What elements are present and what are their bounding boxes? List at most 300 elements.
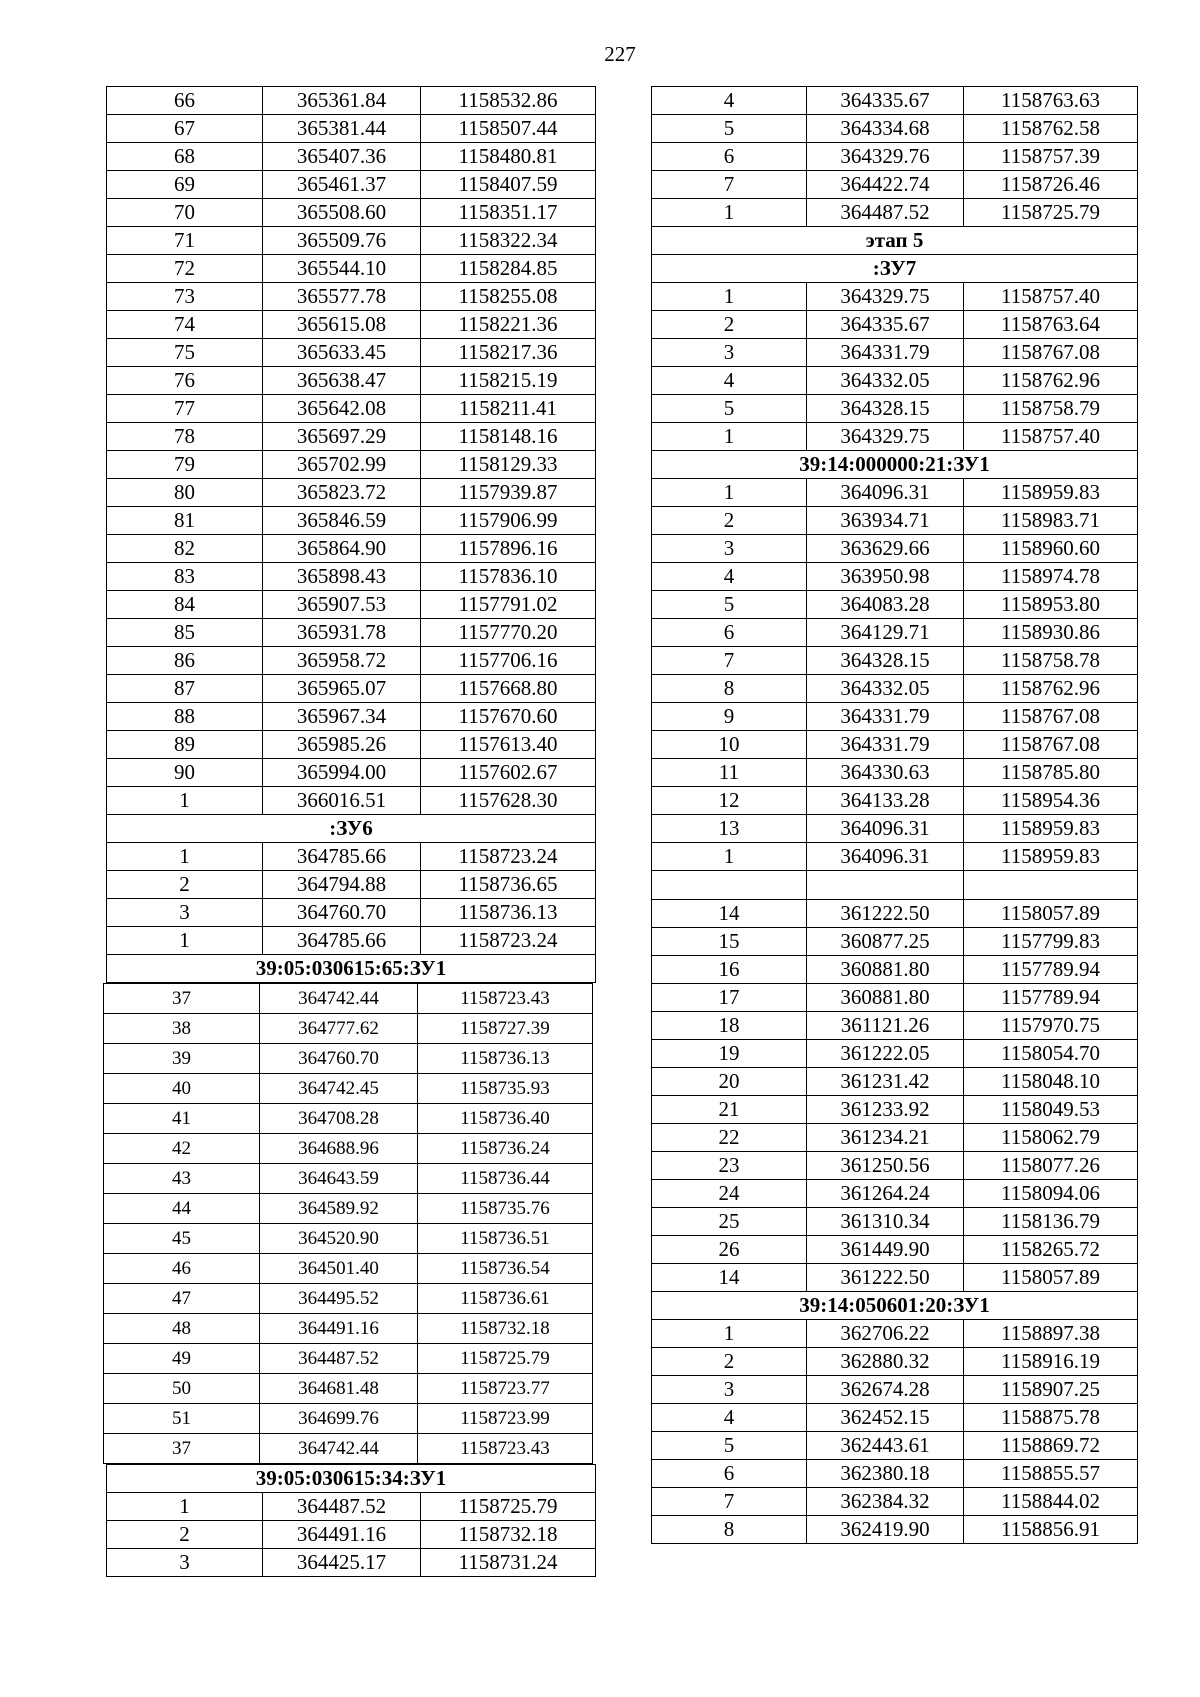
point-number-cell: 3 [107,899,263,927]
x-coordinate-cell: 365509.76 [262,227,420,255]
y-coordinate-cell: 1158959.83 [964,479,1138,507]
y-coordinate-cell: 1158062.79 [964,1124,1138,1152]
x-coordinate-cell: 364328.15 [807,395,964,423]
x-coordinate-cell: 365958.72 [262,647,420,675]
section-header: 39:14:050601:20:ЗУ1 [652,1292,1138,1320]
x-coordinate-cell: 364760.70 [259,1044,417,1074]
x-coordinate-cell: 364794.88 [262,871,420,899]
y-coordinate-cell: 1158057.89 [964,1264,1138,1292]
y-coordinate-cell: 1158736.54 [417,1254,592,1284]
x-coordinate-cell: 364742.45 [259,1074,417,1104]
y-coordinate-cell: 1158736.13 [417,1044,592,1074]
point-number-cell: 74 [107,311,263,339]
x-coordinate-cell: 364491.16 [259,1314,417,1344]
table-row [652,984,1138,1012]
table-row [652,1040,1138,1068]
x-coordinate-cell: 365994.00 [262,759,420,787]
x-coordinate-cell: 365638.47 [262,367,420,395]
x-coordinate-cell: 364425.17 [262,1549,420,1577]
table-row [107,619,596,647]
table-row [104,1014,593,1044]
table-row [104,1134,593,1164]
y-coordinate-cell: 1158959.83 [964,815,1138,843]
table-row [104,1374,593,1404]
table-row [104,984,593,1014]
y-coordinate-cell: 1158758.78 [964,647,1138,675]
table-row [107,1549,596,1577]
point-number-cell: 48 [104,1314,260,1344]
point-number-cell: 67 [107,115,263,143]
table-row [107,927,596,955]
point-number-cell: 1 [652,843,807,871]
x-coordinate-cell: 364487.52 [259,1344,417,1374]
x-coordinate-cell: 365633.45 [262,339,420,367]
table-row [107,787,596,815]
y-coordinate-cell: 1158907.25 [964,1376,1138,1404]
point-number-cell: 20 [652,1068,807,1096]
y-coordinate-cell: 1158974.78 [964,563,1138,591]
point-number-cell [652,871,807,900]
coordinates-table-left-a [106,86,596,983]
y-coordinate-cell: 1158407.59 [420,171,595,199]
point-number-cell: 4 [652,563,807,591]
x-coordinate-cell: 360881.80 [807,956,964,984]
y-coordinate-cell: 1158723.77 [417,1374,592,1404]
x-coordinate-cell: 364133.28 [807,787,964,815]
point-number-cell: 22 [652,1124,807,1152]
y-coordinate-cell: 1158725.79 [964,199,1138,227]
table-row [107,423,596,451]
y-coordinate-cell: 1158723.99 [417,1404,592,1434]
table-row [107,1521,596,1549]
y-coordinate-cell: 1158507.44 [420,115,595,143]
table-row [107,647,596,675]
x-coordinate-cell: 364760.70 [262,899,420,927]
x-coordinate-cell: 365577.78 [262,283,420,311]
point-number-cell: 68 [107,143,263,171]
y-coordinate-cell: 1157799.83 [964,928,1138,956]
point-number-cell: 8 [652,675,807,703]
y-coordinate-cell: 1158054.70 [964,1040,1138,1068]
point-number-cell: 10 [652,731,807,759]
x-coordinate-cell: 364332.05 [807,367,964,395]
x-coordinate-cell: 365846.59 [262,507,420,535]
table-row [652,759,1138,787]
coordinates-table-left-b [103,983,593,1464]
y-coordinate-cell: 1158723.24 [420,843,595,871]
y-coordinate-cell: 1158736.61 [417,1284,592,1314]
table-row [652,535,1138,563]
x-coordinate-cell: 364422.74 [807,171,964,199]
point-number-cell: 4 [652,1404,807,1432]
y-coordinate-cell: 1158136.79 [964,1208,1138,1236]
x-coordinate-cell: 365381.44 [262,115,420,143]
point-number-cell: 47 [104,1284,260,1314]
y-coordinate-cell: 1157613.40 [420,731,595,759]
y-coordinate-cell: 1158736.40 [417,1104,592,1134]
x-coordinate-cell: 365697.29 [262,423,420,451]
x-coordinate-cell: 365823.72 [262,479,420,507]
y-coordinate-cell: 1158763.63 [964,87,1138,115]
table-row [104,1164,593,1194]
x-coordinate-cell: 365615.08 [262,311,420,339]
table-row [652,1152,1138,1180]
y-coordinate-cell: 1158480.81 [420,143,595,171]
table-row [104,1044,593,1074]
table-row [652,1208,1138,1236]
x-coordinate-cell: 364096.31 [807,815,964,843]
y-coordinate-cell: 1158736.24 [417,1134,592,1164]
y-coordinate-cell: 1158129.33 [420,451,595,479]
point-number-cell: 88 [107,703,263,731]
table-row [107,563,596,591]
x-coordinate-cell: 364335.67 [807,311,964,339]
x-coordinate-cell: 361222.50 [807,900,964,928]
point-number-cell: 14 [652,1264,807,1292]
table-row [652,1264,1138,1292]
x-coordinate-cell: 364330.63 [807,759,964,787]
table-row-blank [652,871,1138,900]
page-number: 227 [604,42,636,66]
point-number-cell: 2 [652,1348,807,1376]
table-row [652,843,1138,871]
table-row [652,703,1138,731]
table-row [652,563,1138,591]
point-number-cell: 75 [107,339,263,367]
x-coordinate-cell [807,871,964,900]
y-coordinate-cell: 1158351.17 [420,199,595,227]
x-coordinate-cell: 362706.22 [807,1320,964,1348]
y-coordinate-cell: 1158855.57 [964,1460,1138,1488]
x-coordinate-cell: 364643.59 [259,1164,417,1194]
point-number-cell: 72 [107,255,263,283]
table-row [652,787,1138,815]
y-coordinate-cell: 1158875.78 [964,1404,1138,1432]
point-number-cell: 3 [652,535,807,563]
table-row [107,1493,596,1521]
x-coordinate-cell: 364501.40 [259,1254,417,1284]
point-number-cell: 37 [104,984,260,1014]
x-coordinate-cell: 365461.37 [262,171,420,199]
y-coordinate-cell: 1158221.36 [420,311,595,339]
y-coordinate-cell: 1158959.83 [964,843,1138,871]
x-coordinate-cell: 364742.44 [259,984,417,1014]
table-row [107,591,596,619]
table-row [652,928,1138,956]
x-coordinate-cell: 364331.79 [807,339,964,367]
y-coordinate-cell: 1158735.76 [417,1194,592,1224]
x-coordinate-cell: 364785.66 [262,927,420,955]
y-coordinate-cell: 1158762.96 [964,675,1138,703]
table-row [652,1516,1138,1544]
table-row [107,451,596,479]
x-coordinate-cell: 364331.79 [807,703,964,731]
y-coordinate-cell: 1158148.16 [420,423,595,451]
y-coordinate-cell: 1158960.60 [964,535,1138,563]
point-number-cell: 87 [107,675,263,703]
point-number-cell: 46 [104,1254,260,1284]
point-number-cell: 4 [652,367,807,395]
point-number-cell: 5 [652,1432,807,1460]
y-coordinate-cell: 1158762.96 [964,367,1138,395]
point-number-cell: 40 [104,1074,260,1104]
table-row [104,1284,593,1314]
y-coordinate-cell: 1157906.99 [420,507,595,535]
table-row [652,339,1138,367]
y-coordinate-cell: 1158211.41 [420,395,595,423]
y-coordinate-cell: 1158322.34 [420,227,595,255]
point-number-cell: 66 [107,87,263,115]
section-header: этап 5 [652,227,1138,255]
x-coordinate-cell: 363934.71 [807,507,964,535]
point-number-cell: 51 [104,1404,260,1434]
y-coordinate-cell: 1158723.43 [417,984,592,1014]
table-row [652,507,1138,535]
x-coordinate-cell: 365907.53 [262,591,420,619]
table-row [652,423,1138,451]
point-number-cell: 4 [652,87,807,115]
table-row [107,339,596,367]
section-header: 39:05:030615:65:ЗУ1 [107,955,596,983]
y-coordinate-cell: 1158954.36 [964,787,1138,815]
x-coordinate-cell: 364331.79 [807,731,964,759]
point-number-cell: 3 [652,339,807,367]
point-number-cell: 1 [107,843,263,871]
y-coordinate-cell: 1158265.72 [964,1236,1138,1264]
x-coordinate-cell: 364329.75 [807,283,964,311]
table-row [652,1376,1138,1404]
y-coordinate-cell: 1158723.43 [417,1434,592,1464]
table-row [107,507,596,535]
point-number-cell: 9 [652,703,807,731]
table-row [652,1096,1138,1124]
table-row [107,759,596,787]
point-number-cell: 6 [652,143,807,171]
point-number-cell: 2 [107,871,263,899]
x-coordinate-cell: 361231.42 [807,1068,964,1096]
y-coordinate-cell: 1158736.44 [417,1164,592,1194]
point-number-cell: 11 [652,759,807,787]
y-coordinate-cell: 1158930.86 [964,619,1138,647]
point-number-cell: 44 [104,1194,260,1224]
x-coordinate-cell: 363950.98 [807,563,964,591]
x-coordinate-cell: 365898.43 [262,563,420,591]
x-coordinate-cell: 365642.08 [262,395,420,423]
x-coordinate-cell: 364699.76 [259,1404,417,1434]
point-number-cell: 1 [107,927,263,955]
y-coordinate-cell: 1158736.65 [420,871,595,899]
table-row [107,675,596,703]
x-coordinate-cell: 364487.52 [807,199,964,227]
point-number-cell: 85 [107,619,263,647]
table-row [107,115,596,143]
x-coordinate-cell: 361264.24 [807,1180,964,1208]
point-number-cell: 78 [107,423,263,451]
point-number-cell: 49 [104,1344,260,1374]
table-row [652,1320,1138,1348]
x-coordinate-cell: 365931.78 [262,619,420,647]
x-coordinate-cell: 360877.25 [807,928,964,956]
table-row [652,731,1138,759]
table-row [107,871,596,899]
y-coordinate-cell: 1157770.20 [420,619,595,647]
y-coordinate-cell: 1158725.79 [417,1344,592,1374]
table-row [652,199,1138,227]
point-number-cell: 15 [652,928,807,956]
y-coordinate-cell: 1158757.39 [964,143,1138,171]
point-number-cell: 70 [107,199,263,227]
x-coordinate-cell: 362443.61 [807,1432,964,1460]
point-number-cell: 6 [652,619,807,647]
table-row [652,1348,1138,1376]
y-coordinate-cell: 1158767.08 [964,339,1138,367]
table-row [652,1236,1138,1264]
y-coordinate-cell: 1157628.30 [420,787,595,815]
point-number-cell: 5 [652,395,807,423]
x-coordinate-cell: 365508.60 [262,199,420,227]
table-row [107,899,596,927]
y-coordinate-cell: 1158916.19 [964,1348,1138,1376]
point-number-cell: 43 [104,1164,260,1194]
table-row [652,815,1138,843]
section-header-row [652,1292,1138,1320]
x-coordinate-cell: 365544.10 [262,255,420,283]
table-row [104,1194,593,1224]
table-row [652,619,1138,647]
table-row [104,1104,593,1134]
point-number-cell: 1 [652,1320,807,1348]
table-row [107,311,596,339]
table-row [652,1404,1138,1432]
y-coordinate-cell: 1158785.80 [964,759,1138,787]
section-header: 39:14:000000:21:ЗУ1 [652,451,1138,479]
point-number-cell: 19 [652,1040,807,1068]
y-coordinate-cell: 1158767.08 [964,703,1138,731]
x-coordinate-cell: 362880.32 [807,1348,964,1376]
point-number-cell: 1 [107,1493,263,1521]
y-coordinate-cell: 1158758.79 [964,395,1138,423]
y-coordinate-cell: 1158077.26 [964,1152,1138,1180]
point-number-cell: 7 [652,1488,807,1516]
point-number-cell: 71 [107,227,263,255]
x-coordinate-cell: 361222.50 [807,1264,964,1292]
table-row [107,731,596,759]
x-coordinate-cell: 364491.16 [262,1521,420,1549]
x-coordinate-cell: 364688.96 [259,1134,417,1164]
table-row [107,87,596,115]
point-number-cell: 38 [104,1014,260,1044]
table-row [652,647,1138,675]
point-number-cell: 14 [652,900,807,928]
x-coordinate-cell: 364329.76 [807,143,964,171]
point-number-cell: 41 [104,1104,260,1134]
point-number-cell: 26 [652,1236,807,1264]
table-row [104,1344,593,1374]
table-row [652,591,1138,619]
y-coordinate-cell [964,871,1138,900]
y-coordinate-cell: 1158762.58 [964,115,1138,143]
x-coordinate-cell: 364785.66 [262,843,420,871]
table-row [652,311,1138,339]
x-coordinate-cell: 364520.90 [259,1224,417,1254]
y-coordinate-cell: 1158732.18 [417,1314,592,1344]
x-coordinate-cell: 362452.15 [807,1404,964,1432]
x-coordinate-cell: 365361.84 [262,87,420,115]
x-coordinate-cell: 364329.75 [807,423,964,451]
y-coordinate-cell: 1158057.89 [964,900,1138,928]
table-row [107,479,596,507]
table-row [652,115,1138,143]
point-number-cell: 82 [107,535,263,563]
point-number-cell: 42 [104,1134,260,1164]
table-row [652,1180,1138,1208]
point-number-cell: 3 [107,1549,263,1577]
table-row [107,143,596,171]
point-number-cell: 77 [107,395,263,423]
point-number-cell: 17 [652,984,807,1012]
y-coordinate-cell: 1158049.53 [964,1096,1138,1124]
y-coordinate-cell: 1158856.91 [964,1516,1138,1544]
point-number-cell: 76 [107,367,263,395]
point-number-cell: 45 [104,1224,260,1254]
table-row [652,1460,1138,1488]
y-coordinate-cell: 1158094.06 [964,1180,1138,1208]
point-number-cell: 5 [652,115,807,143]
y-coordinate-cell: 1158048.10 [964,1068,1138,1096]
x-coordinate-cell: 363629.66 [807,535,964,563]
point-number-cell: 13 [652,815,807,843]
point-number-cell: 23 [652,1152,807,1180]
x-coordinate-cell: 362384.32 [807,1488,964,1516]
x-coordinate-cell: 362674.28 [807,1376,964,1404]
y-coordinate-cell: 1157670.60 [420,703,595,731]
point-number-cell: 84 [107,591,263,619]
table-row [652,1012,1138,1040]
x-coordinate-cell: 361121.26 [807,1012,964,1040]
y-coordinate-cell: 1158763.64 [964,311,1138,339]
point-number-cell: 89 [107,731,263,759]
point-number-cell: 86 [107,647,263,675]
x-coordinate-cell: 361310.34 [807,1208,964,1236]
table-row [652,143,1138,171]
table-row [652,367,1138,395]
table-row [652,1068,1138,1096]
right-column [651,86,1138,1544]
table-row [107,171,596,199]
section-header: :ЗУ7 [652,255,1138,283]
table-row [104,1224,593,1254]
table-row [104,1434,593,1464]
y-coordinate-cell: 1158757.40 [964,423,1138,451]
section-header: 39:05:030615:34:ЗУ1 [107,1465,596,1493]
table-row [107,367,596,395]
y-coordinate-cell: 1157789.94 [964,956,1138,984]
x-coordinate-cell: 364334.68 [807,115,964,143]
point-number-cell: 16 [652,956,807,984]
x-coordinate-cell: 364708.28 [259,1104,417,1134]
x-coordinate-cell: 364328.15 [807,647,964,675]
point-number-cell: 21 [652,1096,807,1124]
point-number-cell: 50 [104,1374,260,1404]
table-row [104,1314,593,1344]
y-coordinate-cell: 1158767.08 [964,731,1138,759]
table-row [652,87,1138,115]
table-row [107,703,596,731]
x-coordinate-cell: 361222.05 [807,1040,964,1068]
x-coordinate-cell: 364777.62 [259,1014,417,1044]
point-number-cell: 79 [107,451,263,479]
y-coordinate-cell: 1158255.08 [420,283,595,311]
